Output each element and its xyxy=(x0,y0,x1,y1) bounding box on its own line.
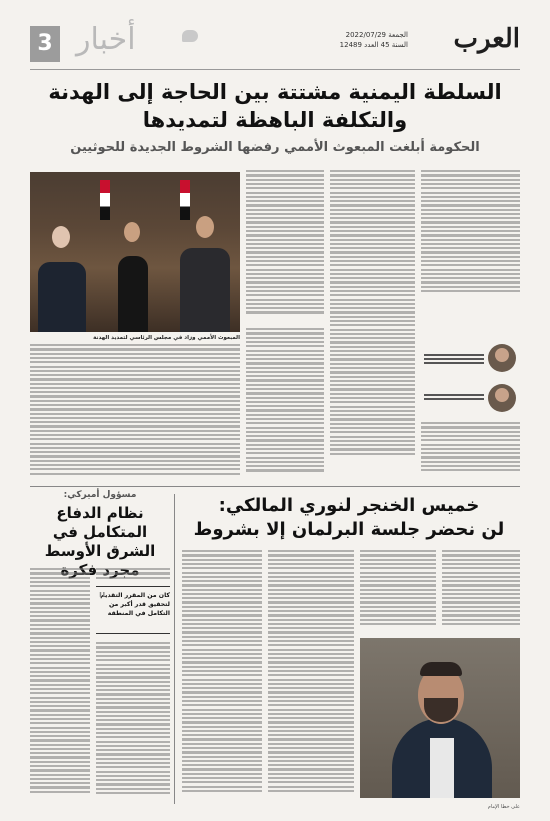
main-headline xyxy=(30,78,520,134)
speech-bubble-icon xyxy=(182,30,198,42)
pull-quote xyxy=(96,586,170,634)
second-story-column-2 xyxy=(360,548,436,632)
lead-story-column-1-top xyxy=(96,566,170,582)
main-subheadline: الحكومة أبلغت المبعوث الأممي رفضها الشروط الجديدة للحوثيين xyxy=(70,140,480,155)
newspaper-logo: العرب xyxy=(453,24,520,54)
lead-story-headline: نظام الدفاع المتكامل في الشرق الأوسط xyxy=(44,504,156,560)
lead-story-kicker: مسؤول أميركي: xyxy=(63,490,137,500)
second-story-headline xyxy=(178,494,520,542)
column-divider xyxy=(174,494,175,804)
second-story-column-3 xyxy=(268,548,354,804)
page-number-badge: 3 xyxy=(30,26,60,62)
main-story-column-2 xyxy=(330,168,415,468)
second-headline-line-2: لن نحضر جلسة البرلمان إلا بشروط xyxy=(193,519,505,540)
main-headline-line-2: والتكلفة الباهظة لتمديدها xyxy=(142,108,408,132)
section-title: أخبار xyxy=(76,22,136,57)
main-story-column-1b xyxy=(421,420,520,480)
second-headline-line-1: خميس الخنجر لنوري المالكي: xyxy=(218,495,480,516)
second-story-column-1 xyxy=(442,548,520,632)
main-story-column-3 xyxy=(246,168,324,318)
lead-story-column-1 xyxy=(96,640,170,804)
main-story-column-4 xyxy=(30,342,240,480)
section-divider xyxy=(30,486,520,487)
masthead xyxy=(30,22,520,70)
author-photo xyxy=(488,344,516,372)
author-name-block xyxy=(424,392,484,402)
quote-mark-icon: " xyxy=(98,589,107,610)
issue-number: السنة 45 العدد 12489 xyxy=(339,41,408,49)
main-headline-line-1: السلطة اليمنية مشتتة بين الحاجة إلى الهدنة xyxy=(48,80,502,104)
author-name-block xyxy=(424,352,484,366)
main-story-column-3b xyxy=(246,326,324,480)
issue-meta xyxy=(340,30,408,50)
pull-quote-text: كان من المقرر التقديم لتحقيق قدر أكبر من التكامل في المنطقة xyxy=(100,592,170,617)
author-photo xyxy=(488,384,516,412)
photo-credit: على خطا الإمام xyxy=(487,804,520,810)
second-story-column-4 xyxy=(182,548,262,804)
issue-date: الجمعة 2022/07/29 xyxy=(345,31,408,39)
main-photo-caption: المبعوث الأممي وزاد في مجلس الرئاسي لتمديد الهدنة xyxy=(93,335,240,341)
second-story-photo xyxy=(360,638,520,798)
lead-story-column-2 xyxy=(30,566,90,804)
main-story-column-1 xyxy=(421,168,520,298)
main-story-photo xyxy=(30,172,240,332)
